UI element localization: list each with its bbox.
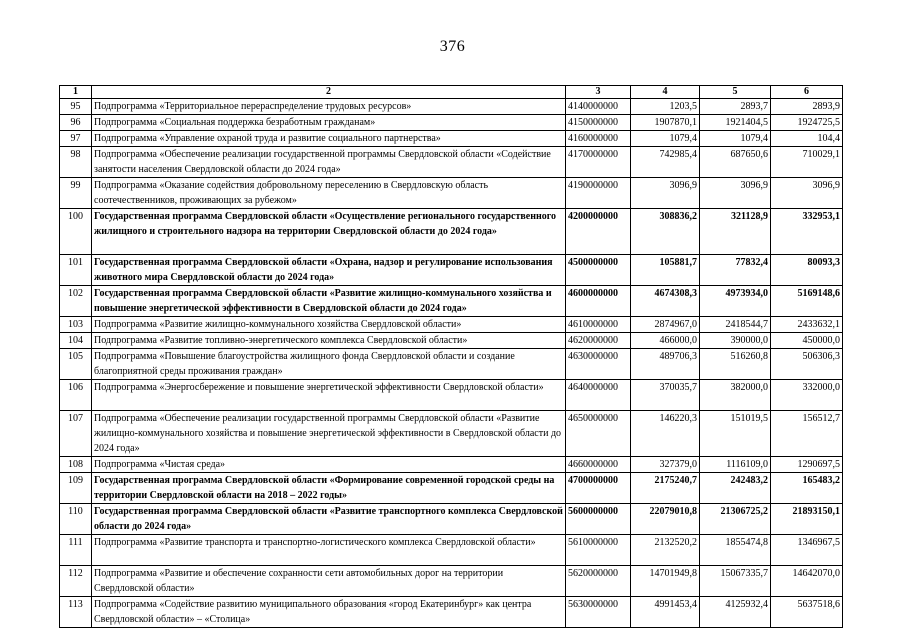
row-value-col6-cell: 5169148,6 xyxy=(771,286,843,317)
row-code-cell: 4140000000 xyxy=(566,99,631,115)
row-code-cell: 5600000000 xyxy=(566,504,631,535)
row-number-cell: 95 xyxy=(60,99,92,115)
row-value-col4-cell: 2132520,2 xyxy=(631,535,700,566)
row-value-col6-cell: 506306,3 xyxy=(771,349,843,380)
row-value-col5-cell: 382000,0 xyxy=(700,380,771,411)
row-value-col5-cell: 4973934,0 xyxy=(700,286,771,317)
row-name-cell: Подпрограмма «Чистая среда» xyxy=(92,457,566,473)
row-value-col4-cell: 466000,0 xyxy=(631,333,700,349)
budget-table xyxy=(59,85,843,628)
row-name-cell: Подпрограмма «Развитие транспорта и транспортно-логистического комплекса Свердловской области» xyxy=(92,535,566,566)
row-value-col5-cell: 321128,9 xyxy=(700,209,771,255)
row-value-col4-cell: 2175240,7 xyxy=(631,473,700,504)
row-value-col5-cell: 516260,8 xyxy=(700,349,771,380)
row-name-cell: Государственная программа Свердловской области «Охрана, надзор и регулирование использования животного мира Свердловской области до 2024 года» xyxy=(92,255,566,286)
row-value-col4-cell: 489706,3 xyxy=(631,349,700,380)
row-value-col4-cell: 327379,0 xyxy=(631,457,700,473)
row-number-cell: 98 xyxy=(60,147,92,178)
row-code-cell: 4150000000 xyxy=(566,115,631,131)
row-number-cell: 103 xyxy=(60,317,92,333)
row-number-cell: 106 xyxy=(60,380,92,411)
row-value-col6-cell: 710029,1 xyxy=(771,147,843,178)
row-code-cell: 4500000000 xyxy=(566,255,631,286)
row-value-col5-cell: 1079,4 xyxy=(700,131,771,147)
row-value-col5-cell: 21306725,2 xyxy=(700,504,771,535)
row-value-col6-cell: 165483,2 xyxy=(771,473,843,504)
row-name-cell: Подпрограмма «Содействие развитию муниципального образования «город Екатеринбург» как центра Свердловской области» – «Столица» xyxy=(92,597,566,628)
table-row xyxy=(60,317,843,333)
row-name-cell: Подпрограмма «Обеспечение реализации государственной программы Свердловской области «Содействие занятости населения Свердловской области до 2024 года» xyxy=(92,147,566,178)
col-header-4: 4 xyxy=(631,86,700,99)
row-number-cell: 112 xyxy=(60,566,92,597)
row-value-col5-cell: 1116109,0 xyxy=(700,457,771,473)
row-value-col6-cell: 3096,9 xyxy=(771,178,843,209)
row-value-col4-cell: 1203,5 xyxy=(631,99,700,115)
row-code-cell: 4160000000 xyxy=(566,131,631,147)
col-header-6: 6 xyxy=(771,86,843,99)
row-value-col5-cell: 3096,9 xyxy=(700,178,771,209)
row-value-col6-cell: 104,4 xyxy=(771,131,843,147)
row-number-cell: 97 xyxy=(60,131,92,147)
row-name-cell: Подпрограмма «Развитие жилищно-коммунального хозяйства Свердловской области» xyxy=(92,317,566,333)
table-body xyxy=(60,99,843,628)
row-number-cell: 113 xyxy=(60,597,92,628)
row-name-cell: Подпрограмма «Развитие топливно-энергетического комплекса Свердловской области» xyxy=(92,333,566,349)
row-number-cell: 101 xyxy=(60,255,92,286)
row-value-col6-cell: 1290697,5 xyxy=(771,457,843,473)
row-number-cell: 104 xyxy=(60,333,92,349)
row-name-cell: Подпрограмма «Оказание содействия добровольному переселению в Свердловскую область соотечественников, проживающих за рубежом» xyxy=(92,178,566,209)
row-value-col4-cell: 4991453,4 xyxy=(631,597,700,628)
table-row xyxy=(60,566,843,597)
row-value-col6-cell: 1346967,5 xyxy=(771,535,843,566)
row-name-cell: Подпрограмма «Управление охраной труда и развитие социального партнерства» xyxy=(92,131,566,147)
row-name-cell: Подпрограмма «Развитие и обеспечение сохранности сети автомобильных дорог на территории Свердловской области» xyxy=(92,566,566,597)
row-value-col4-cell: 14701949,8 xyxy=(631,566,700,597)
row-number-cell: 108 xyxy=(60,457,92,473)
table-row xyxy=(60,504,843,535)
row-code-cell: 4630000000 xyxy=(566,349,631,380)
row-value-col5-cell: 15067335,7 xyxy=(700,566,771,597)
table-row xyxy=(60,209,843,255)
table-row xyxy=(60,286,843,317)
row-name-cell: Государственная программа Свердловской области «Развитие жилищно-коммунального хозяйства и повышение энергетической эффективности в Свердловской области до 2024 года» xyxy=(92,286,566,317)
table-row xyxy=(60,178,843,209)
row-number-cell: 111 xyxy=(60,535,92,566)
row-number-cell: 105 xyxy=(60,349,92,380)
row-value-col6-cell: 14642070,0 xyxy=(771,566,843,597)
row-code-cell: 5630000000 xyxy=(566,597,631,628)
row-value-col6-cell: 450000,0 xyxy=(771,333,843,349)
row-code-cell: 4610000000 xyxy=(566,317,631,333)
row-value-col4-cell: 308836,2 xyxy=(631,209,700,255)
row-value-col4-cell: 1907870,1 xyxy=(631,115,700,131)
table-row xyxy=(60,411,843,457)
table-row xyxy=(60,147,843,178)
table-row xyxy=(60,380,843,411)
row-name-cell: Подпрограмма «Повышение благоустройства жилищного фонда Свердловской области и создание благоприятной среды проживания граждан» xyxy=(92,349,566,380)
row-code-cell: 5610000000 xyxy=(566,535,631,566)
row-value-col5-cell: 2893,7 xyxy=(700,99,771,115)
row-number-cell: 99 xyxy=(60,178,92,209)
col-header-2: 2 xyxy=(92,86,566,99)
row-name-cell: Подпрограмма «Социальная поддержка безработным гражданам» xyxy=(92,115,566,131)
row-value-col5-cell: 687650,6 xyxy=(700,147,771,178)
row-value-col6-cell: 2433632,1 xyxy=(771,317,843,333)
row-number-cell: 109 xyxy=(60,473,92,504)
table-row xyxy=(60,535,843,566)
row-number-cell: 96 xyxy=(60,115,92,131)
row-code-cell: 4700000000 xyxy=(566,473,631,504)
page-number: 376 xyxy=(439,38,466,55)
row-value-col6-cell: 332953,1 xyxy=(771,209,843,255)
row-number-cell: 107 xyxy=(60,411,92,457)
row-name-cell: Подпрограмма «Энергосбережение и повышение энергетической эффективности Свердловской области» xyxy=(92,380,566,411)
row-value-col5-cell: 2418544,7 xyxy=(700,317,771,333)
row-value-col6-cell: 80093,3 xyxy=(771,255,843,286)
row-value-col4-cell: 146220,3 xyxy=(631,411,700,457)
table-row xyxy=(60,349,843,380)
row-code-cell: 4660000000 xyxy=(566,457,631,473)
row-value-col5-cell: 77832,4 xyxy=(700,255,771,286)
row-name-cell: Государственная программа Свердловской области «Развитие транспортного комплекса Свердловской области до 2024 года» xyxy=(92,504,566,535)
row-number-cell: 102 xyxy=(60,286,92,317)
row-value-col5-cell: 1921404,5 xyxy=(700,115,771,131)
row-value-col6-cell: 1924725,5 xyxy=(771,115,843,131)
col-header-5: 5 xyxy=(700,86,771,99)
row-value-col4-cell: 105881,7 xyxy=(631,255,700,286)
row-value-col5-cell: 242483,2 xyxy=(700,473,771,504)
table-row xyxy=(60,457,843,473)
table-row xyxy=(60,473,843,504)
row-value-col6-cell: 5637518,6 xyxy=(771,597,843,628)
row-value-col4-cell: 3096,9 xyxy=(631,178,700,209)
col-header-1: 1 xyxy=(60,86,92,99)
row-code-cell: 4190000000 xyxy=(566,178,631,209)
row-code-cell: 4640000000 xyxy=(566,380,631,411)
table-row xyxy=(60,255,843,286)
row-name-cell: Государственная программа Свердловской области «Формирование современной городской среды на территории Свердловской области на 2018 – 2022 годы» xyxy=(92,473,566,504)
row-name-cell: Государственная программа Свердловской области «Осуществление регионального государственного жилищного и строительного надзора на территории Свердловской области до 2024 года» xyxy=(92,209,566,255)
table-row xyxy=(60,597,843,628)
col-header-3: 3 xyxy=(566,86,631,99)
table-row xyxy=(60,99,843,115)
table-row xyxy=(60,131,843,147)
row-value-col4-cell: 1079,4 xyxy=(631,131,700,147)
row-value-col5-cell: 390000,0 xyxy=(700,333,771,349)
row-value-col6-cell: 156512,7 xyxy=(771,411,843,457)
table-row xyxy=(60,115,843,131)
row-number-cell: 100 xyxy=(60,209,92,255)
table-header-row xyxy=(60,86,843,99)
row-code-cell: 4620000000 xyxy=(566,333,631,349)
row-code-cell: 4170000000 xyxy=(566,147,631,178)
row-value-col4-cell: 22079010,8 xyxy=(631,504,700,535)
row-code-cell: 4650000000 xyxy=(566,411,631,457)
row-value-col5-cell: 4125932,4 xyxy=(700,597,771,628)
row-value-col4-cell: 4674308,3 xyxy=(631,286,700,317)
row-value-col4-cell: 2874967,0 xyxy=(631,317,700,333)
table-row xyxy=(60,333,843,349)
row-value-col6-cell: 2893,9 xyxy=(771,99,843,115)
row-value-col4-cell: 742985,4 xyxy=(631,147,700,178)
row-number-cell: 110 xyxy=(60,504,92,535)
row-value-col6-cell: 332000,0 xyxy=(771,380,843,411)
row-value-col6-cell: 21893150,1 xyxy=(771,504,843,535)
row-code-cell: 5620000000 xyxy=(566,566,631,597)
row-value-col5-cell: 1855474,8 xyxy=(700,535,771,566)
row-code-cell: 4600000000 xyxy=(566,286,631,317)
row-name-cell: Подпрограмма «Территориальное перераспределение трудовых ресурсов» xyxy=(92,99,566,115)
row-value-col5-cell: 151019,5 xyxy=(700,411,771,457)
row-code-cell: 4200000000 xyxy=(566,209,631,255)
row-name-cell: Подпрограмма «Обеспечение реализации государственной программы Свердловской области «Развитие жилищно-коммунального хозяйства и повышение энергетической эффективности в Свердловской области до 2024 года» xyxy=(92,411,566,457)
row-value-col4-cell: 370035,7 xyxy=(631,380,700,411)
